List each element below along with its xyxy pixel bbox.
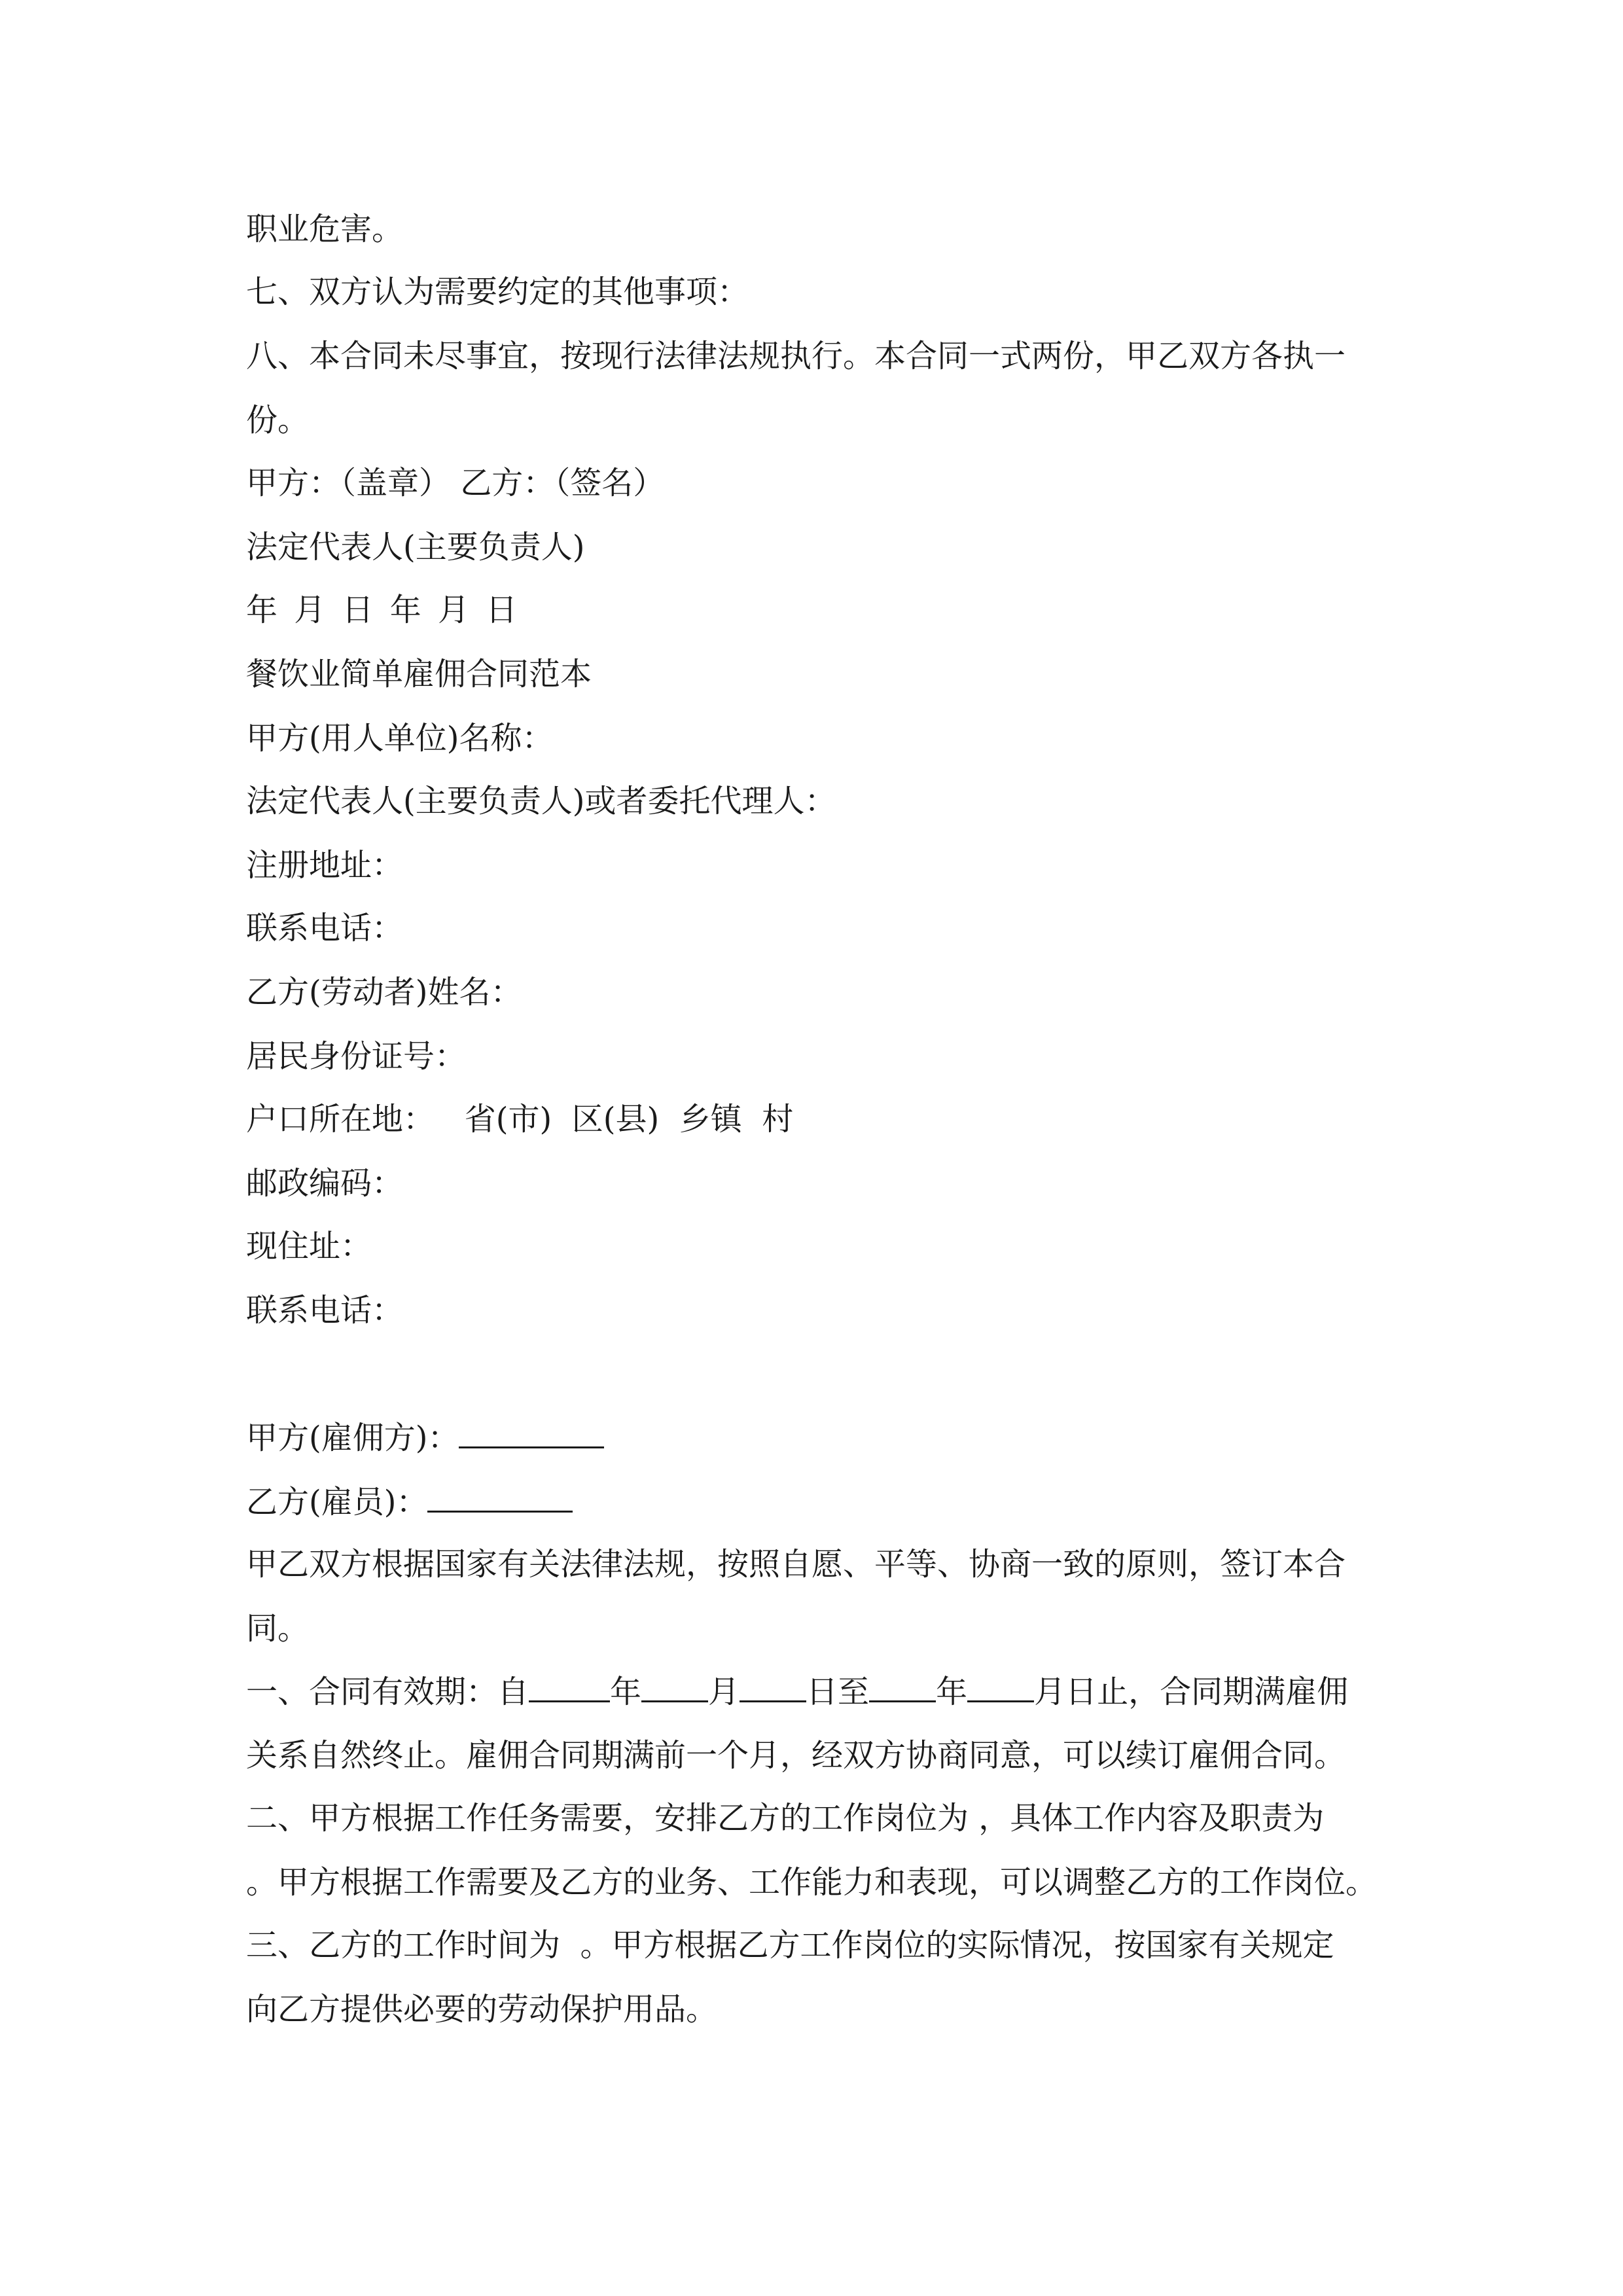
employer-party-label: 甲方(雇佣方)： <box>246 1420 459 1456</box>
clause-three: 三、乙方的工作时间为 。甲方根据乙方工作岗位的实际情况，按国家有关规定 <box>246 1927 1334 1964</box>
employee-phone-field: 联系电话： <box>246 1292 404 1329</box>
date-line: 年 月 日 年 月 日 <box>246 592 518 628</box>
employee-party-field <box>246 1482 573 1522</box>
text-line: 份。 <box>246 402 310 439</box>
term-text: 月日止，合同期满雇佣 <box>1034 1674 1349 1710</box>
employer-phone-field: 联系电话： <box>246 910 404 946</box>
term-text: 年 <box>936 1674 968 1710</box>
start-year-blank <box>529 1672 610 1702</box>
postal-code-field: 邮政编码： <box>246 1165 404 1202</box>
clause-one-term <box>246 1672 1348 1712</box>
end-month-blank <box>967 1672 1034 1702</box>
household-registration-field: 户口所在地： 省(市) 区(县) 乡镇 村 <box>246 1101 794 1138</box>
registered-address-field: 注册地址： <box>246 847 404 884</box>
term-text: 一、合同有效期：自 <box>246 1674 529 1710</box>
employee-party-label: 乙方(雇员)： <box>246 1484 428 1520</box>
id-number-field: 居民身份证号： <box>246 1038 467 1075</box>
text-line: 同。 <box>246 1610 310 1647</box>
clause-two: 二、甲方根据工作任务需要，安排乙方的工作岗位为 ，具体工作内容及职责为 <box>246 1800 1325 1837</box>
term-text: 年 <box>610 1674 642 1710</box>
text-line: 职业危害。 <box>246 211 404 247</box>
employer-name-field: 甲方(用人单位)名称： <box>246 720 554 757</box>
start-month-blank <box>641 1672 708 1702</box>
text-line: 关系自然终止。雇佣合同期满前一个月，经双方协商同意，可以续订雇佣合同。 <box>246 1737 1346 1774</box>
start-day-blank <box>740 1672 806 1702</box>
legal-rep-field: 法定代表人(主要负责人)或者委托代理人： <box>246 783 836 819</box>
current-address-field: 现住址： <box>246 1228 372 1265</box>
clause-eight: 八、本合同未尽事宜，按现行法律法规执行。本合同一式两份，甲乙双方各执一 <box>246 338 1346 374</box>
employee-blank <box>427 1482 573 1513</box>
legal-rep-line: 法定代表人(主要负责人) <box>246 529 585 565</box>
term-text: 日至 <box>806 1674 870 1710</box>
text-line: 。甲方根据工作需要及乙方的业务、工作能力和表现，可以调整乙方的工作岗位。 <box>246 1864 1378 1901</box>
preamble-line: 甲乙双方根据国家有关法律法规，按照自愿、平等、协商一致的原则，签订本合 <box>246 1546 1346 1583</box>
employee-name-field: 乙方(劳动者)姓名： <box>246 974 522 1011</box>
clause-seven: 七、双方认为需要约定的其他事项： <box>246 274 749 310</box>
employer-party-field <box>246 1418 604 1458</box>
employer-blank <box>459 1418 604 1448</box>
end-year-blank <box>869 1672 936 1702</box>
contract-title: 餐饮业简单雇佣合同范本 <box>246 656 592 692</box>
text-line: 向乙方提供必要的劳动保护用品。 <box>246 1991 718 2028</box>
signature-line: 甲方：（盖章） 乙方：（签名） <box>246 465 665 501</box>
term-text: 月 <box>708 1674 740 1710</box>
